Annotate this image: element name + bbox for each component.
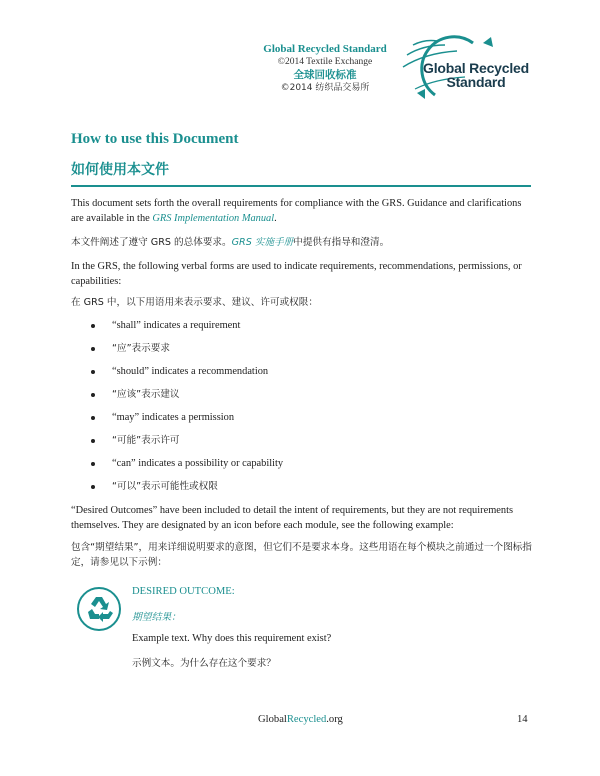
list-item xyxy=(90,433,283,456)
list-item-text: “应”表示要求 xyxy=(112,343,170,354)
desired-outcomes-paragraph: “Desired Outcomes” have been included to detail the intent of requirements, but they are not requirements themselves. They are designated by an icon before each module, see the following example: xyxy=(71,505,514,531)
desired-outcome-label: DESIRED OUTCOME: xyxy=(132,586,235,597)
recycle-icon xyxy=(76,586,122,632)
section-divider xyxy=(71,185,531,187)
page-number: 14 xyxy=(517,714,528,725)
verbal-forms-paragraph-cn: 在 GRS 中，以下用语用来表示要求、建议、许可或权限： xyxy=(71,297,318,308)
section-title: How to use this Document xyxy=(71,131,239,147)
intro-text: This document sets forth the overall requirements for compliance with the GRS. Guidance and clarifications are available in the xyxy=(71,198,522,224)
bullet-icon xyxy=(91,347,95,351)
header-copyright-cn: ©2014 纺织品交易所 xyxy=(280,83,370,93)
list-item xyxy=(90,341,283,364)
implementation-manual-link[interactable]: GRS Implementation Manual xyxy=(152,213,275,224)
footer-url[interactable] xyxy=(258,714,343,725)
bullet-icon xyxy=(91,416,95,420)
list-item xyxy=(90,479,283,502)
header-title: Global Recycled Standard xyxy=(263,43,387,55)
bullet-icon xyxy=(91,393,95,397)
header-copyright: ©2014 Textile Exchange xyxy=(277,57,373,67)
list-item-text: “可能”表示许可 xyxy=(112,435,180,446)
verbal-forms-list xyxy=(90,318,283,502)
list-item xyxy=(90,456,283,479)
list-item-text: “can” indicates a possibility or capability xyxy=(112,458,284,469)
header-title-cn: 全球回收标准 xyxy=(293,69,357,81)
footer-url-suffix: .org xyxy=(326,714,343,725)
intro-paragraph-cn xyxy=(71,235,533,250)
desired-outcomes-paragraph-cn: 包含“期望结果”，用来详细说明要求的意图，但它们不是要求本身。这些用语在每个模块之前通过一个图标指定，请参见以下示例： xyxy=(71,542,532,568)
example-text: Example text. Why does this requirement exist? xyxy=(132,633,332,644)
logo-text-line1: Global Recycled xyxy=(423,60,529,76)
bullet-icon xyxy=(91,324,95,328)
list-item xyxy=(90,318,283,341)
intro-paragraph xyxy=(71,196,533,226)
list-item-text: “shall” indicates a requirement xyxy=(112,320,241,331)
list-item-text: “may” indicates a permission xyxy=(112,412,235,423)
logo-text-line2: Standard xyxy=(446,74,506,90)
example-text-cn: 示例文本。为什么存在这个要求？ xyxy=(132,658,276,669)
intro-text-cn: 本文件阐述了遵守 GRS 的总体要求。 xyxy=(71,237,232,248)
list-item xyxy=(90,364,283,387)
list-item-text: “可以”表示可能性或权限 xyxy=(112,481,218,492)
section-title-cn: 如何使用本文件 xyxy=(71,162,169,178)
footer-url-prefix: Global xyxy=(258,714,287,725)
verbal-forms-paragraph: In the GRS, the following verbal forms are used to indicate requirements, recommendations, permissions, or capabilities: xyxy=(71,261,522,287)
list-item-text: “应该”表示建议 xyxy=(112,389,180,400)
implementation-manual-link-cn[interactable]: GRS 实施手册 xyxy=(231,237,294,248)
list-item-text: “should” indicates a recommendation xyxy=(112,366,269,377)
list-item xyxy=(90,387,283,410)
grs-logo xyxy=(395,33,530,103)
intro-text-end: . xyxy=(274,213,277,224)
footer-url-accent: Recycled xyxy=(286,714,327,725)
list-item xyxy=(90,410,283,433)
desired-outcome-label-cn: 期望结果： xyxy=(132,612,181,623)
intro-text-cn-end: 中提供有指导和澄清。 xyxy=(293,237,390,248)
bullet-icon xyxy=(91,439,95,443)
document-header xyxy=(240,43,410,95)
bullet-icon xyxy=(91,462,95,466)
bullet-icon xyxy=(91,370,95,374)
bullet-icon xyxy=(91,485,95,489)
